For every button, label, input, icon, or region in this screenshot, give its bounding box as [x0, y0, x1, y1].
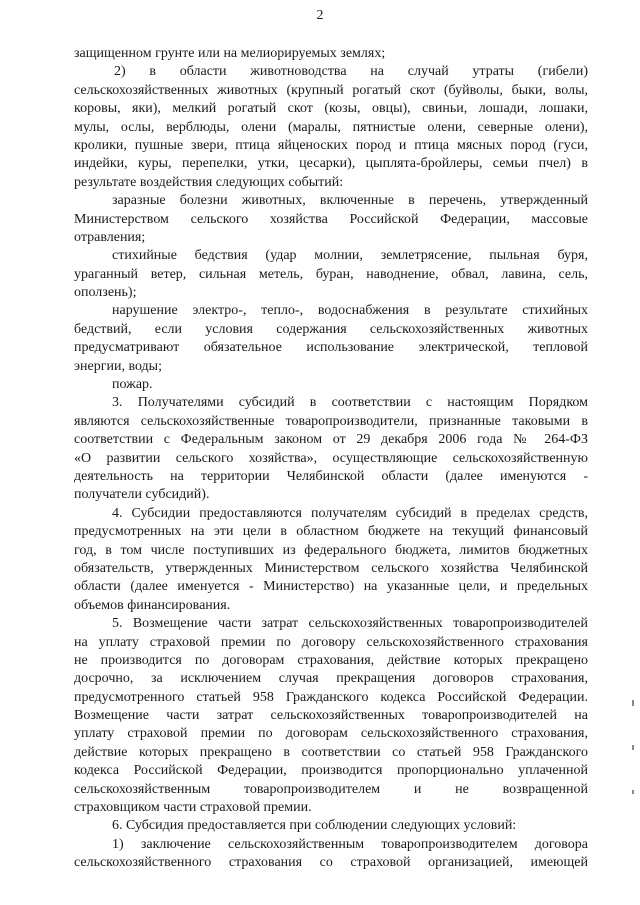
- text-line: нарушение электро-, тепло-, водоснабжения в результате стихийных: [112, 303, 588, 319]
- text-line: действие которых прекращено в соответствии со статьей 958 Гражданского: [74, 744, 588, 760]
- text-line: досрочно, за исключением случая прекращения договоров страхования,: [74, 671, 588, 687]
- text-line: 2) в области животноводства на случай утраты (гибели): [114, 64, 588, 80]
- text-line: 1) заключение сельскохозяйственным товаропроизводителем договора: [112, 836, 588, 852]
- text-line: являются сельскохозяйственные товаропроизводители, признанные таковыми в: [74, 413, 588, 429]
- text-line: «О развитии сельского хозяйства», осуществляющие сельскохозяйственную: [74, 450, 588, 466]
- text-line: стихийные бедствия (удар молнии, землетрясение, пыльная буря,: [112, 248, 588, 264]
- text-line: 6. Субсидия предоставляется при соблюдении следующих условий:: [112, 818, 517, 834]
- text-line: страховщиком части страховой премии.: [74, 800, 312, 816]
- text-line: уплату страховой премии по договорам сельскохозяйственного страхования,: [74, 726, 588, 742]
- text-line: 3. Получателями субсидий в соответствии с настоящим Порядком: [112, 395, 588, 411]
- text-line: год, в том числе поступивших из федерального бюджета, лимитов бюджетных: [74, 542, 588, 558]
- text-line: предусмотренных на эти цели в областном бюджете на текущий финансовый: [74, 524, 588, 540]
- text-line: кодекса Российской Федерации, производится пропорционально уплаченной: [74, 763, 588, 779]
- text-line: ураганный ветер, сильная метель, буран, наводнение, обвал, лавина, сель,: [74, 266, 588, 282]
- text-line: 4. Субсидии предоставляются получателям субсидий в пределах средств,: [112, 505, 588, 521]
- page-number: 2: [316, 8, 324, 23]
- text-line: получатели субсидий).: [74, 487, 210, 503]
- text-line: сельскохозяйственных животных (крупный рогатый скот (буйволы, быки, волы,: [74, 82, 588, 98]
- text-line: отравления;: [74, 229, 146, 245]
- text-line: мулы, ослы, верблюды, олени (маралы, пятнистые олени, северные олени),: [74, 119, 588, 135]
- text-line: энергии, воды;: [74, 358, 162, 374]
- document-body: [74, 45, 588, 873]
- text-line: заразные болезни животных, включенные в перечень, утвержденный: [112, 193, 588, 209]
- scan-edge-mark: [632, 790, 634, 794]
- text-line: сельскохозяйственным товаропроизводителем и не возвращенной: [74, 781, 588, 797]
- text-line: Возмещение части затрат сельскохозяйственных товаропроизводителей на: [74, 708, 588, 724]
- text-line: предусмотренного статьей 958 Гражданского кодекса Российской Федерации.: [74, 689, 588, 705]
- text-line: индейки, куры, перепелки, утки, цесарки), цыплята-бройлеры, семьи пчел) в: [74, 156, 588, 172]
- text-line: коровы, яки), мелкий рогатый скот (козы, овцы), свиньи, лошади, лошаки,: [74, 101, 588, 117]
- scan-edge-mark: [632, 745, 634, 750]
- text-line: бедствий, если условия содержания сельскохозяйственных животных: [74, 321, 588, 337]
- text-line: оползень);: [74, 285, 137, 301]
- text-line: соответствии с Федеральным законом от 29 декабря 2006 года № 264-ФЗ: [74, 432, 588, 448]
- text-line: обязательств, утвержденных Министерством сельского хозяйства Челябинской: [74, 560, 588, 576]
- text-line: пожар.: [112, 377, 153, 393]
- text-line: предусматривают обязательное использование электрической, тепловой: [74, 340, 588, 356]
- scan-edge-mark: [632, 700, 634, 706]
- text-line: сельскохозяйственного страхования со страховой организацией, имеющей: [74, 855, 588, 871]
- text-line: результате воздействия следующих событий:: [74, 174, 344, 190]
- text-line: деятельность на территории Челябинской области (далее именуются -: [74, 468, 588, 484]
- text-line: Министерством сельского хозяйства Российской Федерации, массовые: [74, 211, 588, 227]
- text-line: кролики, пушные звери, птица яйценоских пород и птица мясных пород (гуси,: [74, 137, 588, 153]
- text-line: защищенном грунте или на мелиорируемых землях;: [74, 46, 386, 61]
- text-line: 5. Возмещение части затрат сельскохозяйственных товаропроизводителей: [112, 616, 588, 632]
- text-line: объемов финансирования.: [74, 597, 231, 613]
- text-line: не производится по договорам страхования, действие которых прекращено: [74, 652, 588, 668]
- text-line: на уплату страховой премии по договору сельскохозяйственного страхования: [74, 634, 588, 650]
- text-line: области (далее именуется - Министерство) на указанные цели, и предельных: [74, 579, 588, 595]
